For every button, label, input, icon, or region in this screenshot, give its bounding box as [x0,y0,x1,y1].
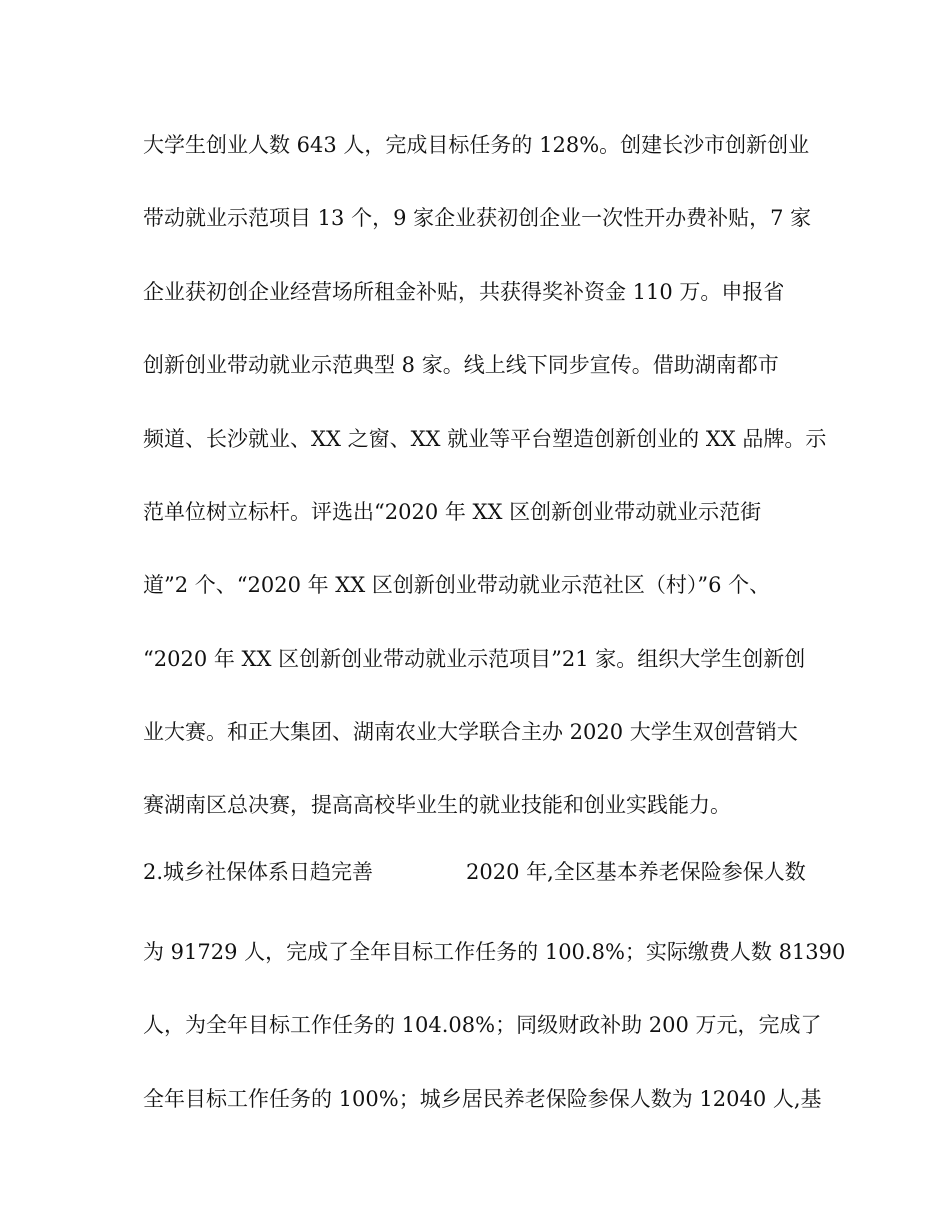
paragraph-line: 大学生创业人数 643 人，完成目标任务的 128%。创建长沙市创新创业 [143,133,810,157]
paragraph-line: 道”2 个、“2020 年 XX 区创新创业带动就业示范社区（村）”6 个、 [143,573,771,597]
section-heading: 2.城乡社保体系日趋完善 [143,860,374,884]
paragraph-line: 频道、长沙就业、XX 之窗、XX 就业等平台塑造创新创业的 XX 品牌。示 [143,427,827,451]
section-heading-continuation: 2020 年,全区基本养老保险参保人数 [466,860,806,884]
paragraph-line: 范单位树立标杆。评选出“2020 年 XX 区创新创业带动就业示范街 [143,500,762,524]
paragraph-line: 企业获初创企业经营场所租金补贴，共获得奖补资金 110 万。申报省 [143,280,785,304]
paragraph-line: “2020 年 XX 区创新创业带动就业示范项目”21 家。组织大学生创新创 [143,647,806,671]
paragraph-line: 人，为全年目标工作任务的 104.08%；同级财政补助 200 万元，完成了 [143,1013,822,1037]
paragraph-line: 全年目标工作任务的 100%；城乡居民养老保险参保人数为 12040 人,基 [143,1087,822,1111]
section-heading-line [143,852,843,892]
paragraph-line: 业大赛。和正大集团、湖南农业大学联合主办 2020 大学生双创营销大 [143,720,798,744]
paragraph-line: 赛湖南区总决赛，提高高校毕业生的就业技能和创业实践能力。 [143,793,731,817]
paragraph-line: 为 91729 人，完成了全年目标工作任务的 100.8%；实际缴费人数 81390 [143,940,846,964]
paragraph-line: 创新创业带动就业示范典型 8 家。线上线下同步宣传。借助湖南都市 [143,353,779,377]
paragraph-line: 带动就业示范项目 13 个，9 家企业获初创企业一次性开办费补贴，7 家 [143,206,812,230]
